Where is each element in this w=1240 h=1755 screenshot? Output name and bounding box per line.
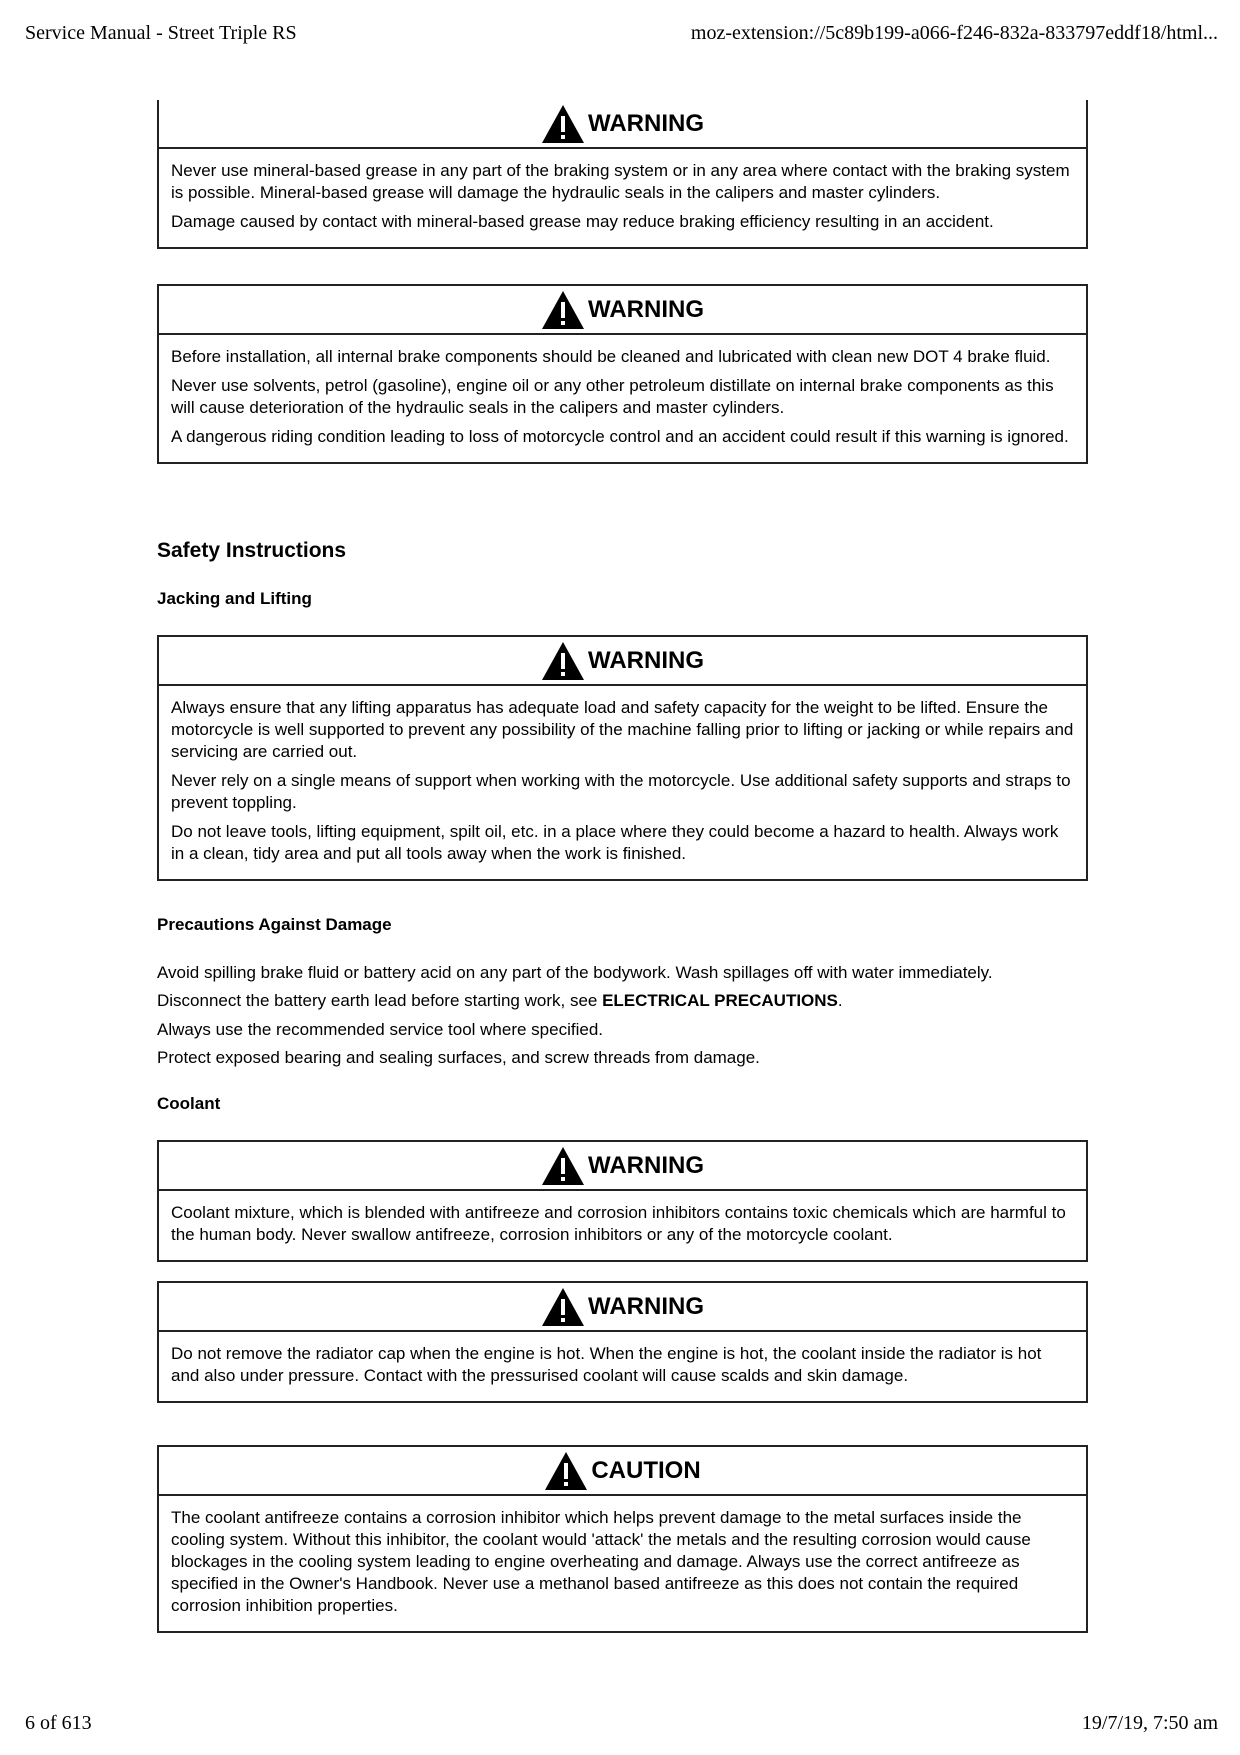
electrical-precautions-reference[interactable]: ELECTRICAL PRECAUTIONS [602,991,838,1010]
warning-triangle-icon [541,1146,585,1186]
warning-triangle-icon [541,104,585,144]
warning-box-header [159,286,1086,335]
warning-box-header [159,1142,1086,1191]
warning-triangle-icon [541,1287,585,1327]
warning-triangle-icon [544,1451,588,1491]
warning-box-body [159,686,1086,879]
precaution-text: Disconnect the battery earth lead before starting work, see [157,991,603,1010]
warning-box-mineral-grease [157,100,1088,249]
warning-box-lifting [157,635,1088,881]
warning-box-title: WARNING [588,1292,704,1320]
warning-box-body [159,1191,1086,1260]
warning-box-body [159,1332,1086,1401]
warning-text: Coolant mixture, which is blended with antifreeze and corrosion inhibitors contains toxic chemicals which are harmful to the human body. Never swallow antifreeze, corrosion inhibitors or any of the motorcycle coolant. [171,1203,1066,1244]
caution-box-body [159,1496,1086,1631]
caution-text: The coolant antifreeze contains a corrosion inhibitor which helps prevent damage to the metal surfaces inside the cooling system. Without this inhibitor, the coolant would 'attack' the metals and the resulting corrosion would cause blockages in the cooling system leading to engine overheating and damage. Always use the correct antifreeze as specified in the Owner's Handbook. Never use a methanol based antifreeze as this does not contain the required corrosion inhibition properties. [171,1508,1031,1615]
precaution-paragraph: Avoid spilling brake fluid or battery acid on any part of the bodywork. Wash spillages off with water immediately. [157,963,993,982]
warning-text: Before installation, all internal brake components should be cleaned and lubricated with clean new DOT 4 brake fluid. [171,347,1051,366]
warning-text: Never use mineral-based grease in any part of the braking system or in any area where contact with the braking system is possible. Mineral-based grease will damage the hydraulic seals in the calipers and master cylinders. [171,161,1070,202]
precaution-paragraph: Protect exposed bearing and sealing surfaces, and screw threads from damage. [157,1048,760,1067]
subsection-heading-precautions: Precautions Against Damage [157,915,392,934]
browser-print-header-url: moz-extension://5c89b199-a066-f246-832a-833797eddf18/html... [690,22,1218,44]
subsection-heading-jacking: Jacking and Lifting [157,589,312,608]
warning-text: Never use solvents, petrol (gasoline), engine oil or any other petroleum distillate on internal brake components as this will cause deterioration of the hydraulic seals in the calipers and master cylinders. [171,376,1054,417]
warning-box-radiator-cap [157,1281,1088,1403]
warning-box-title: WARNING [588,1151,704,1179]
browser-print-header-title: Service Manual - Street Triple RS [25,22,297,44]
warning-box-title: WARNING [588,109,704,137]
precaution-paragraph [157,990,843,1012]
warning-box-body [159,149,1086,247]
warning-box-body [159,335,1086,462]
section-heading-safety: Safety Instructions [157,539,347,562]
warning-box-header [159,100,1086,149]
precaution-paragraph: Always use the recommended service tool where specified. [157,1020,603,1039]
warning-box-header [159,1283,1086,1332]
print-timestamp: 19/7/19, 7:50 am [1081,1712,1218,1734]
subsection-heading-coolant: Coolant [157,1094,221,1113]
warning-text: A dangerous riding condition leading to loss of motorcycle control and an accident could result if this warning is ignored. [171,427,1069,446]
warning-text: Do not remove the radiator cap when the engine is hot. When the engine is hot, the coolant inside the radiator is hot and also under pressure. Contact with the pressurised coolant will cause scalds and skin damage. [171,1344,1042,1385]
warning-triangle-icon [541,641,585,681]
warning-box-title: WARNING [588,646,704,674]
warning-box-brake-fluid [157,284,1088,464]
warning-text: Do not leave tools, lifting equipment, spilt oil, etc. in a place where they could become a hazard to health. Always work in a clean, tidy area and put all tools away when the work is finished. [171,822,1059,863]
caution-box-header [159,1447,1086,1496]
caution-box-antifreeze [157,1445,1088,1633]
warning-triangle-icon [541,290,585,330]
warning-box-coolant-toxic [157,1140,1088,1262]
warning-text: Always ensure that any lifting apparatus has adequate load and safety capacity for the weight to be lifted. Ensure the motorcycle is well supported to prevent any possibility of the machine falling prior to lifting or jacking or while repairs and servicing are carried out. [171,698,1074,761]
warning-text: Never rely on a single means of support when working with the motorcycle. Use additional safety supports and straps to prevent toppling. [171,771,1071,812]
caution-box-title: CAUTION [591,1456,701,1484]
warning-text: Damage caused by contact with mineral-based grease may reduce braking efficiency resulting in an accident. [171,212,994,231]
warning-box-header [159,637,1086,686]
warning-box-title: WARNING [588,295,704,323]
precaution-text-end: . [837,991,843,1010]
page-counter: 6 of 613 [25,1712,92,1734]
